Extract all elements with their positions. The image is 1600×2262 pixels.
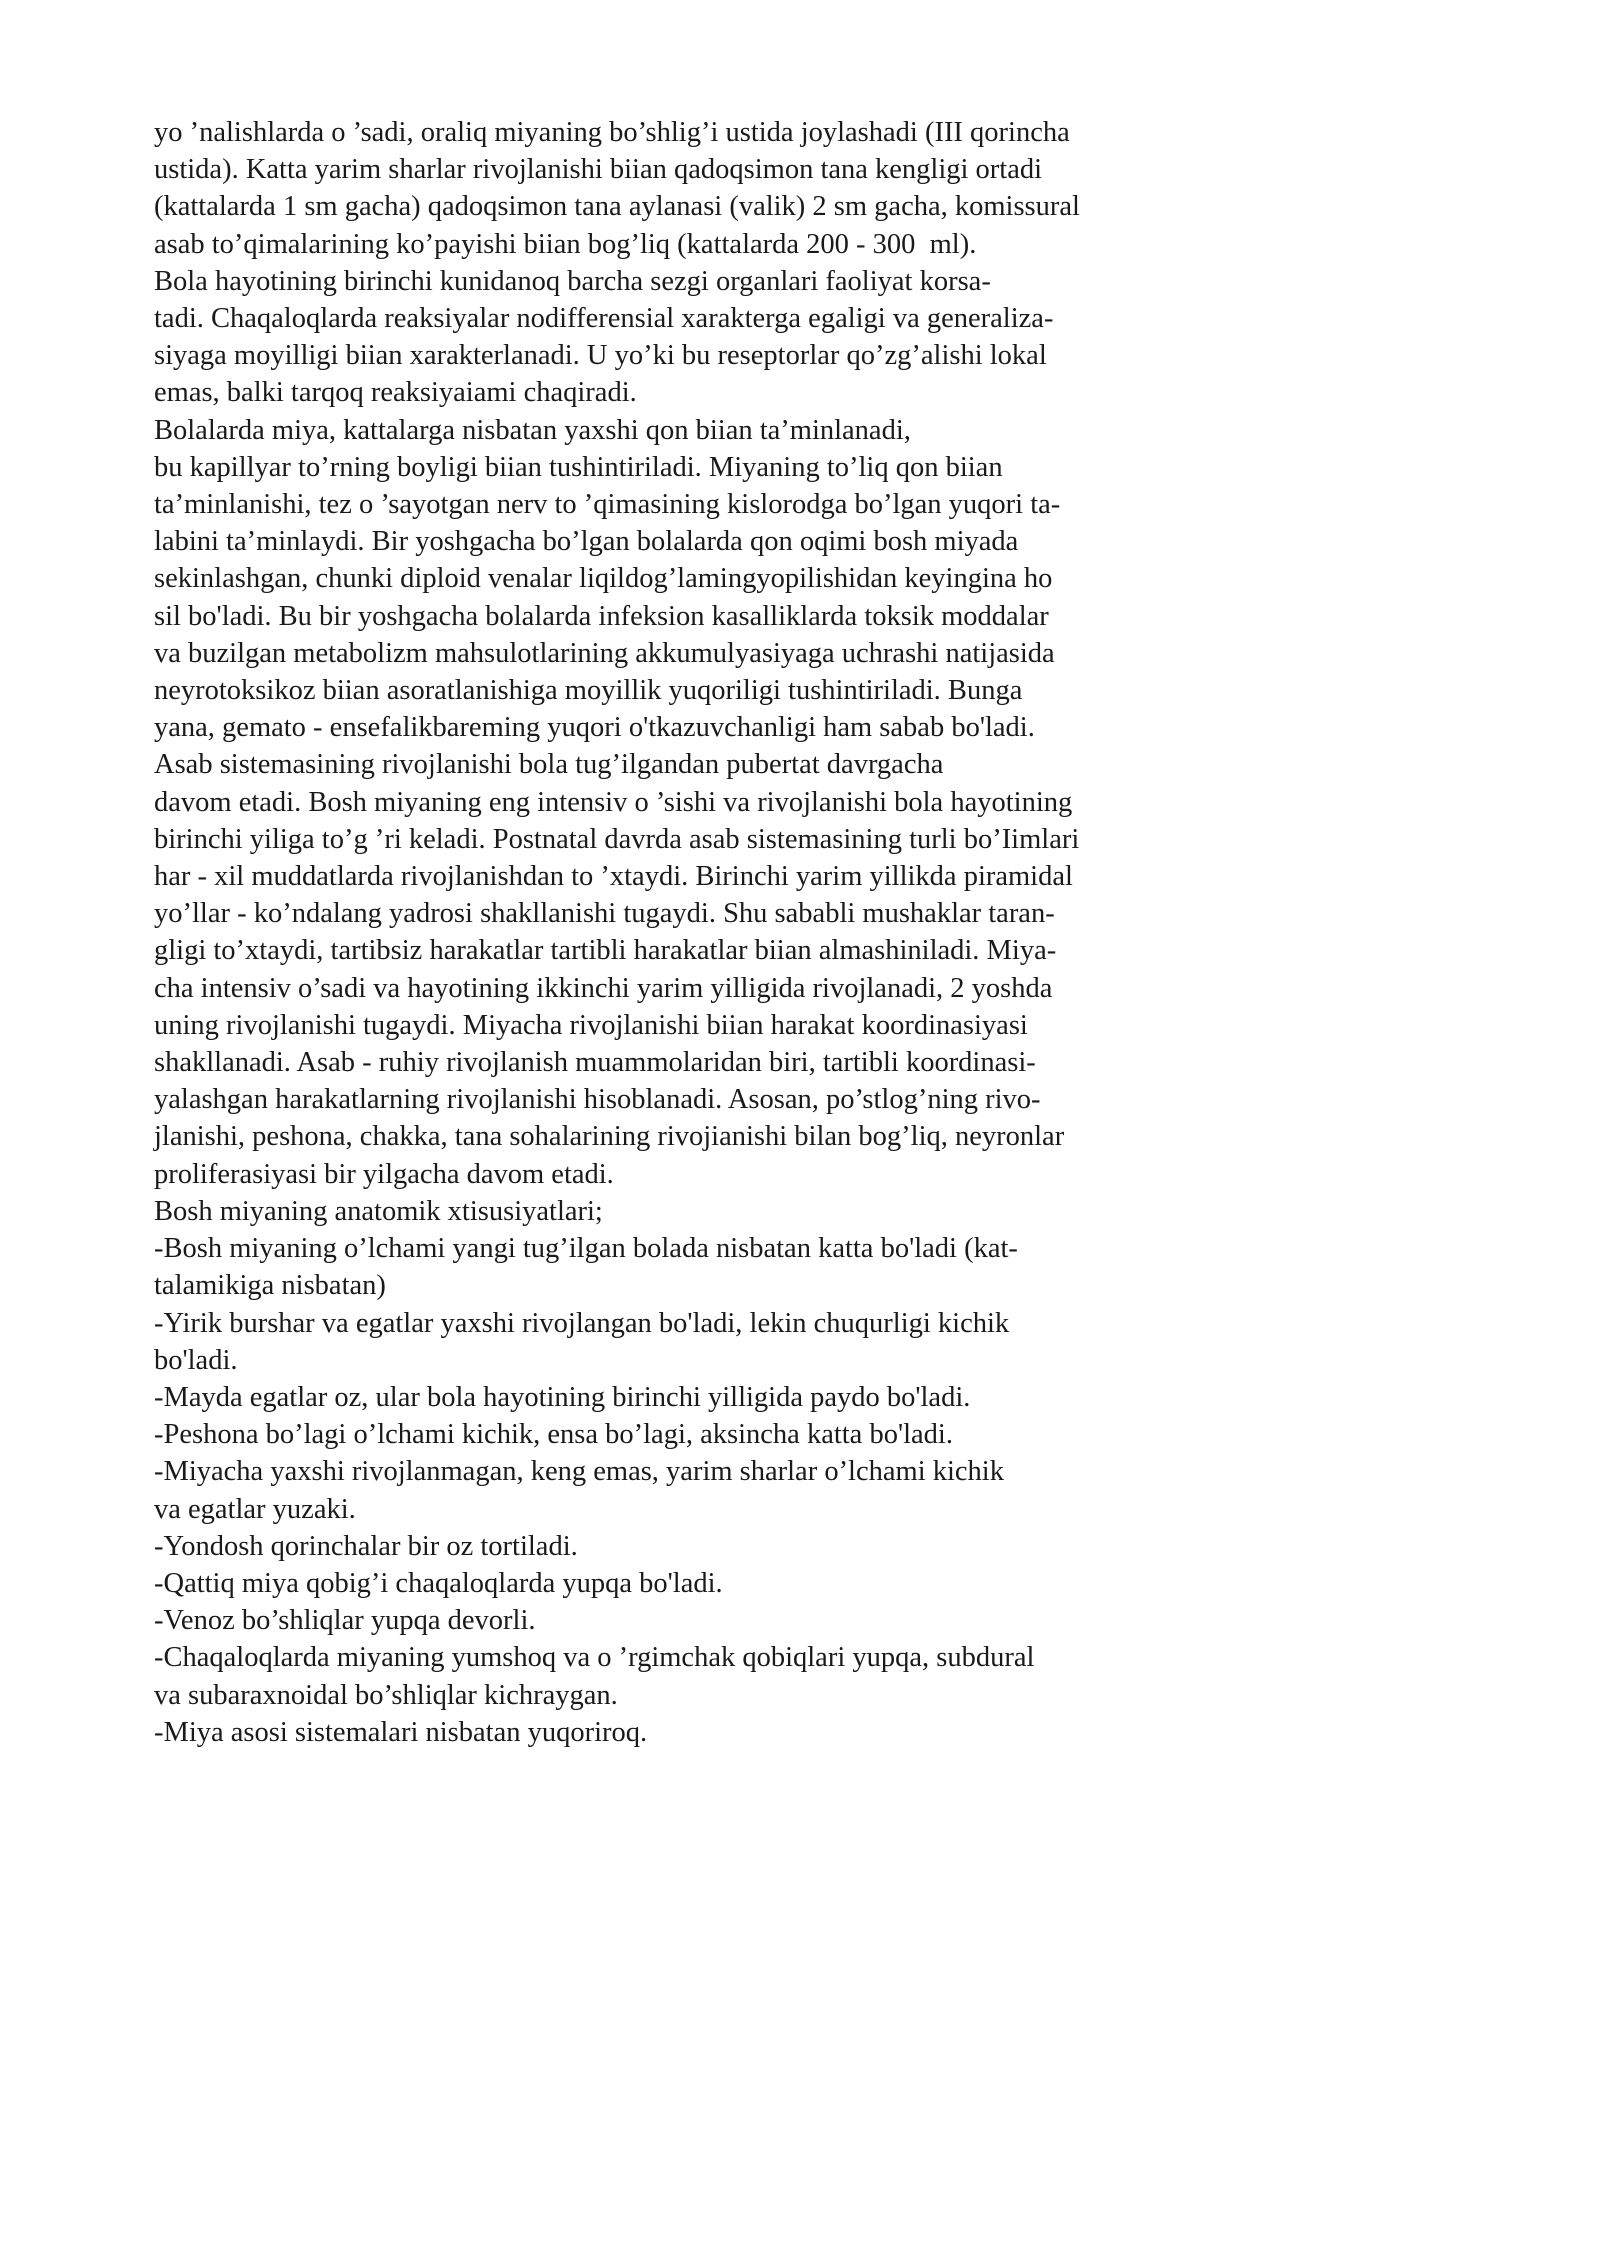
text-line: Asab sistemasining rivojlanishi bola tug’ilgandan pubertat davrgacha	[154, 749, 944, 781]
text-line: Bola hayotining birinchi kunidanoq barcha sezgi organlari faoliyat korsa-	[154, 265, 991, 297]
text-line: jlanishi, peshona, chakka, tana sohalarining rivojianishi bilan bog’liq, neyronlar	[154, 1121, 1065, 1153]
text-line: (kattalarda 1 sm gacha) qadoqsimon tana aylanasi (valik) 2 sm gacha, komissural	[154, 191, 1080, 223]
text-line: har - xil muddatlarda rivojlanishdan to ’xtaydi. Birinchi yarim yillikda piramidal	[154, 861, 1073, 893]
text-line: proliferasiyasi bir yilgacha davom etadi.	[154, 1158, 614, 1190]
text-line: cha intensiv o’sadi va hayotining ikkinchi yarim yilligida rivojlanadi, 2 yoshda	[154, 972, 1053, 1004]
text-line: Bolalarda miya, kattalarga nisbatan yaxshi qon biian ta’minlanadi,	[154, 414, 911, 446]
text-line: davom etadi. Bosh miyaning eng intensiv o ’sishi va rivojlanishi bola hayotining	[154, 786, 1073, 818]
text-line: Bosh miyaning anatomik xtisusiyatlari;	[154, 1195, 603, 1227]
text-line: ta’minlanishi, tez o ’sayotgan nerv to ’qimasining kislorodga bo’lgan yuqori ta-	[154, 489, 1061, 521]
text-line: sekinlashgan, chunki diploid venalar liqildog’lamingyopilishidan keyingina ho	[154, 563, 1053, 595]
text-line: bu kapillyar to’rning boyligi biian tushintiriladi. Miyaning to’liq qon biian	[154, 451, 1003, 483]
text-line: -Venoz bo’shliqlar yupqa devorli.	[154, 1605, 536, 1637]
text-line: birinchi yiliga to’g ’ri keladi. Postnatal davrda asab sistemasining turli bo’Iimlari	[154, 823, 1080, 855]
text-line: yo ’nalishlarda o ’sadi, oraliq miyaning bo’shlig’i ustida joylashadi (III qorincha	[154, 117, 1070, 148]
text-line: emas, balki tarqoq reaksiyaiami chaqiradi.	[154, 377, 637, 409]
text-line: labini ta’minlaydi. Bir yoshgacha bo’lgan bolalarda qon oqimi bosh miyada	[154, 526, 1019, 558]
text-line: va egatlar yuzaki.	[154, 1493, 356, 1525]
text-line: bo'ladi.	[154, 1344, 238, 1376]
text-line: siyaga moyilligi biian xarakterlanadi. U yo’ki bu reseptorlar qo’zg’alishi lokal	[154, 340, 1047, 372]
text-line: talamikiga nisbatan)	[154, 1270, 386, 1302]
text-line: gligi to’xtaydi, tartibsiz harakatlar tartibli harakatlar biian almashiniladi. Miya-	[154, 935, 1057, 967]
text-line: uning rivojlanishi tugaydi. Miyacha rivojlanishi biian harakat koordinasiyasi	[154, 1009, 1028, 1041]
text-line: sil bo'ladi. Bu bir yoshgacha bolalarda infeksion kasalliklarda toksik moddalar	[154, 600, 1049, 632]
text-line: -Yondosh qorinchalar bir oz tortiladi.	[154, 1530, 578, 1562]
text-line: yana, gemato - ensefalikbareming yuqori o'tkazuvchanligi ham sabab bo'ladi.	[154, 712, 1035, 744]
document-page	[154, 114, 1494, 1751]
text-line: yalashgan harakatlarning rivojlanishi hisoblanadi. Asosan, po’stlog’ning rivo-	[154, 1084, 1041, 1116]
text-line: asab to’qimalarining ko’payishi biian bog’liq (kattalarda 200 - 300 ml).	[154, 228, 977, 260]
text-line: va buzilgan metabolizm mahsulotlarining akkumulyasiyaga uchrashi natijasida	[154, 637, 1055, 669]
text-line: shakllanadi. Asab - ruhiy rivojlanish muammolaridan biri, tartibli koordinasi-	[154, 1047, 1036, 1079]
text-line: -Miyacha yaxshi rivojlanmagan, keng emas, yarim sharlar o’lchami kichik	[154, 1456, 1004, 1488]
text-line: -Bosh miyaning o’lchami yangi tug’ilgan bolada nisbatan katta bo'ladi (kat-	[154, 1233, 1018, 1265]
text-line: -Chaqaloqlarda miyaning yumshoq va o ’rgimchak qobiqlari yupqa, subdural	[154, 1642, 1035, 1674]
text-line: yo’llar - ko’ndalang yadrosi shakllanishi tugaydi. Shu sababli mushaklar taran-	[154, 898, 1055, 930]
text-line: -Yirik burshar va egatlar yaxshi rivojlangan bo'ladi, lekin chuqurligi kichik	[154, 1307, 1010, 1339]
text-line: -Qattiq miya qobig’i chaqaloqlarda yupqa bo'ladi.	[154, 1567, 723, 1599]
text-line: tadi. Chaqaloqlarda reaksiyalar nodifferensial xarakterga egaligi va generaliza-	[154, 303, 1054, 335]
text-line: -Miya asosi sistemalari nisbatan yuqoriroq.	[154, 1716, 648, 1748]
document-text	[154, 114, 1494, 1751]
text-line: -Peshona bo’lagi o’lchami kichik, ensa bo’lagi, aksincha katta bo'ladi.	[154, 1419, 953, 1451]
text-line: neyrotoksikoz biian asoratlanishiga moyillik yuqoriligi tushintiriladi. Bunga	[154, 675, 1023, 707]
text-line: va subaraxnoidal bo’shliqlar kichraygan.	[154, 1679, 618, 1711]
text-line: -Mayda egatlar oz, ular bola hayotining birinchi yilligida paydo bo'ladi.	[154, 1381, 971, 1413]
text-line: ustida). Katta yarim sharlar rivojlanishi biian qadoqsimon tana kengligi ortadi	[154, 154, 1043, 186]
